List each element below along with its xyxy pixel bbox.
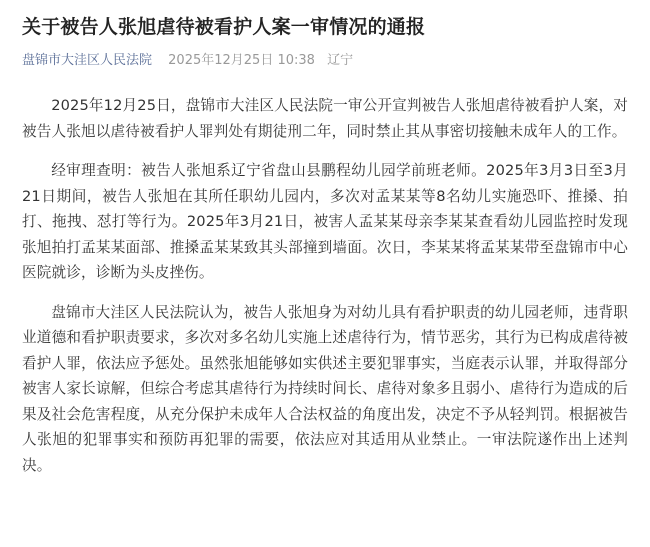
article-meta — [22, 51, 628, 71]
paragraph-facts: 经审理查明：被告人张旭系辽宁省盘山县鹏程幼儿园学前班老师。2025年3月3日至3月21日期间，被告人张旭在其所任职幼儿园内，多次对孟某某等8名幼儿实施恐吓、推搡、拍打、拖拽、怼打等行为。2025年3月21日，被害人孟某某母亲李某某查看幼儿园监控时发现张旭拍打孟某某面部、推搡孟某某致其头部撞到墙面。次日，李某某将孟某某带至盘锦市中心医院就诊，诊断为头皮挫伤。 — [22, 162, 628, 281]
paragraph-verdict: 2025年12月25日，盘锦市大洼区人民法院一审公开宣判被告人张旭虐待被看护人案，对被告人张旭以虐待被看护人罪判处有期徒刑二年，同时禁止其从事密切接触未成年人的工作。 — [22, 97, 628, 140]
source-link[interactable]: 盘锦市大洼区人民法院 — [22, 53, 153, 68]
paragraph-reasoning: 盘锦市大洼区人民法院认为，被告人张旭身为对幼儿具有看护职责的幼儿园老师，违背职业道德和看护职责要求，多次对多名幼儿实施上述虐待行为，情节恶劣，其行为已构成虐待被看护人罪，依法应予惩处。虽然张旭能够如实供述主要犯罪事实，当庭表示认罪，并取得部分被害人家长谅解，但综合考虑其虐待行为持续时间长、虐待对象多且弱小、虐待行为造成的后果及社会危害程度，从充分保护未成年人合法权益的角度出发，决定不予从轻判罚。根据被告人张旭的犯罪事实和预防再犯罪的需要，依法应对其适用从业禁止。一审法院遂作出上述判决。 — [22, 303, 628, 474]
publish-time: 2025年12月25日 10:38 — [168, 53, 315, 68]
article-content — [22, 93, 628, 478]
region-label: 辽宁 — [327, 53, 354, 68]
article-title: 关于被告人张旭虐待被看护人案一审情况的通报 — [22, 16, 426, 38]
